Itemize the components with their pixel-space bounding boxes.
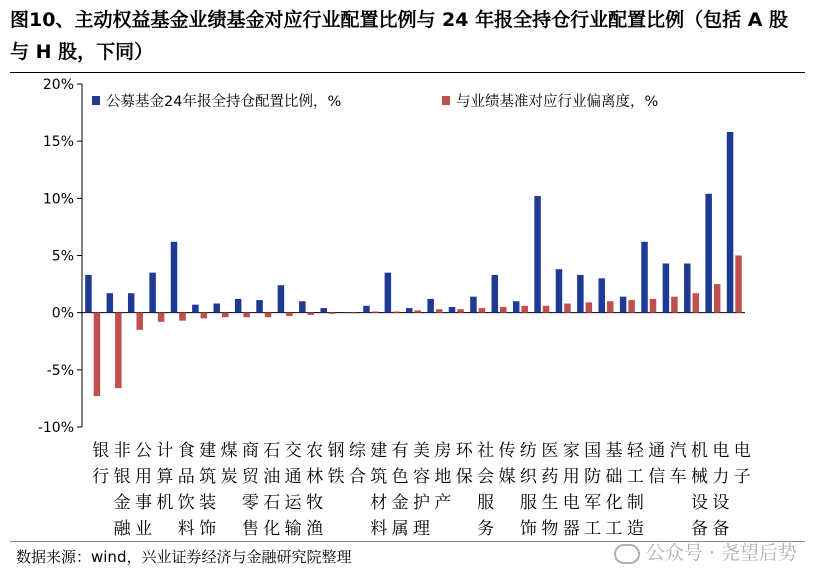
legend-swatch [442, 96, 450, 105]
x-tick-label: 有色金属 [391, 441, 409, 539]
bar-deviation-25 [607, 301, 614, 312]
bar-allocation-17 [427, 299, 434, 313]
bar-deviation-8 [243, 313, 250, 318]
bar-deviation-19 [479, 308, 486, 313]
bar-allocation-31 [727, 132, 734, 313]
bar-deviation-5 [179, 313, 186, 321]
y-tick-label: 5% [51, 248, 74, 265]
bar-deviation-21 [521, 306, 528, 313]
bar-deviation-28 [671, 297, 678, 313]
bar-deviation-18 [457, 309, 464, 312]
x-tick-label: 商贸零售 [241, 441, 259, 539]
x-tick-label: 交通运输 [284, 441, 302, 539]
bar-deviation-17 [436, 309, 443, 312]
y-axis-ticks [38, 77, 745, 436]
bar-allocation-16 [406, 308, 413, 313]
bar-deviation-3 [136, 313, 143, 330]
bar-allocation-3 [128, 293, 135, 312]
bar-deviation-4 [158, 313, 165, 322]
bar-allocation-5 [171, 242, 178, 313]
y-tick-label: 10% [42, 191, 74, 208]
x-tick-label: 煤炭 [220, 441, 238, 487]
bar-allocation-2 [107, 293, 114, 312]
bar-deviation-22 [543, 306, 550, 313]
bar-allocation-10 [278, 285, 285, 312]
bar-deviation-31 [735, 256, 742, 313]
bar-deviation-14 [372, 312, 379, 313]
bar-deviation-13 [350, 313, 357, 314]
bar-allocation-21 [513, 301, 520, 312]
bar-allocation-1 [85, 275, 92, 313]
bar-allocation-8 [235, 299, 242, 313]
x-tick-label: 机械设备 [691, 441, 709, 539]
bar-deviation-12 [329, 313, 336, 314]
x-tick-label: 农林牧渔 [306, 441, 324, 539]
chart-title: 图10、主动权益基金业绩基金对应行业配置比例与 24 年报全持仓行业配置比例（包括 A 股与 H 股，下同） [10, 9, 789, 63]
x-tick-label: 汽车 [669, 441, 687, 487]
x-tick-label: 电力设备 [712, 441, 730, 539]
x-tick-label: 美容护理 [413, 441, 430, 539]
x-tick-label: 石油石化 [263, 441, 281, 539]
bar-deviation-10 [286, 313, 293, 316]
bar-allocation-13 [342, 312, 349, 313]
bar-deviation-1 [94, 313, 101, 396]
bar-allocation-6 [192, 305, 199, 313]
bar-allocation-18 [449, 307, 456, 313]
bar-allocation-4 [149, 273, 156, 313]
bar-deviation-9 [265, 313, 272, 318]
x-tick-label: 医药生物 [541, 441, 559, 539]
bar-allocation-23 [556, 269, 563, 312]
bar-deviation-30 [714, 284, 721, 313]
x-tick-label: 传媒 [498, 441, 516, 487]
bar-allocation-28 [663, 264, 670, 313]
bar-allocation-15 [385, 273, 392, 313]
x-tick-label: 电子 [733, 441, 751, 487]
bar-allocation-30 [705, 194, 712, 313]
bar-allocation-9 [256, 300, 263, 313]
y-tick-label: 15% [42, 134, 74, 151]
x-tick-label: 社会服务 [477, 441, 495, 539]
bar-allocation-24 [577, 275, 584, 313]
legend-label: 与业绩基准对应行业偏离度，% [456, 94, 659, 110]
bar-deviation-16 [415, 310, 422, 312]
wechat-icon [614, 544, 640, 564]
x-tick-label: 建筑材料 [370, 441, 388, 539]
x-tick-label: 环保 [455, 441, 473, 487]
y-tick-label: 20% [42, 77, 74, 93]
legend-label: 公募基金24年报全持仓配置比例，% [106, 94, 342, 110]
x-tick-label: 食品饮料 [177, 441, 195, 539]
bar-allocation-19 [470, 297, 477, 313]
y-tick-label: 0% [51, 305, 74, 322]
x-tick-label: 公用事业 [134, 441, 152, 539]
bar-deviation-11 [308, 313, 315, 315]
x-tick-label: 通信 [648, 441, 666, 487]
y-tick-label: -10% [37, 420, 74, 436]
x-tick-label: 计算机 [156, 441, 174, 513]
bar-allocation-26 [620, 297, 627, 313]
bar-deviation-26 [628, 300, 635, 313]
x-tick-label: 银行 [92, 441, 110, 487]
bar-allocation-7 [214, 304, 221, 313]
x-tick-label: 房地产 [434, 441, 452, 513]
bar-allocation-12 [320, 308, 327, 313]
x-tick-label: 钢铁 [327, 441, 345, 487]
x-tick-label: 家用电器 [562, 441, 580, 539]
bar-deviation-7 [222, 313, 229, 318]
bar-allocation-29 [684, 264, 691, 313]
bar-deviation-27 [650, 299, 657, 313]
bar-deviation-15 [393, 312, 400, 313]
x-tick-label: 基础化工 [605, 441, 623, 539]
bar-allocation-20 [492, 275, 499, 313]
bar-deviation-24 [586, 302, 593, 312]
legend-swatch [92, 96, 100, 105]
x-tick-label: 国防军工 [584, 441, 602, 539]
source-note: 数据来源：wind，兴业证券经济与金融研究院整理 [16, 548, 352, 566]
x-axis-labels [92, 441, 751, 539]
x-tick-label: 建筑装饰 [199, 441, 217, 539]
x-tick-label: 综合 [348, 441, 366, 487]
bar-allocation-22 [534, 196, 541, 313]
bar-allocation-14 [363, 306, 370, 313]
bar-allocation-11 [299, 301, 306, 312]
x-tick-label: 非银金融 [113, 441, 131, 539]
bar-deviation-2 [115, 313, 122, 388]
bar-deviation-6 [201, 313, 208, 319]
legend [92, 92, 658, 110]
bars [85, 132, 742, 396]
bar-deviation-20 [500, 307, 507, 313]
bar-allocation-25 [598, 278, 605, 312]
x-tick-label: 轻工制造 [626, 441, 644, 539]
bar-allocation-27 [641, 242, 648, 313]
watermark [614, 538, 797, 568]
bar-deviation-23 [564, 304, 571, 313]
watermark-text: 公众号 · 尧望后势 [645, 542, 797, 564]
bar-deviation-29 [693, 293, 700, 312]
x-tick-label: 纺织服饰 [519, 441, 537, 539]
y-tick-label: -5% [46, 362, 74, 379]
